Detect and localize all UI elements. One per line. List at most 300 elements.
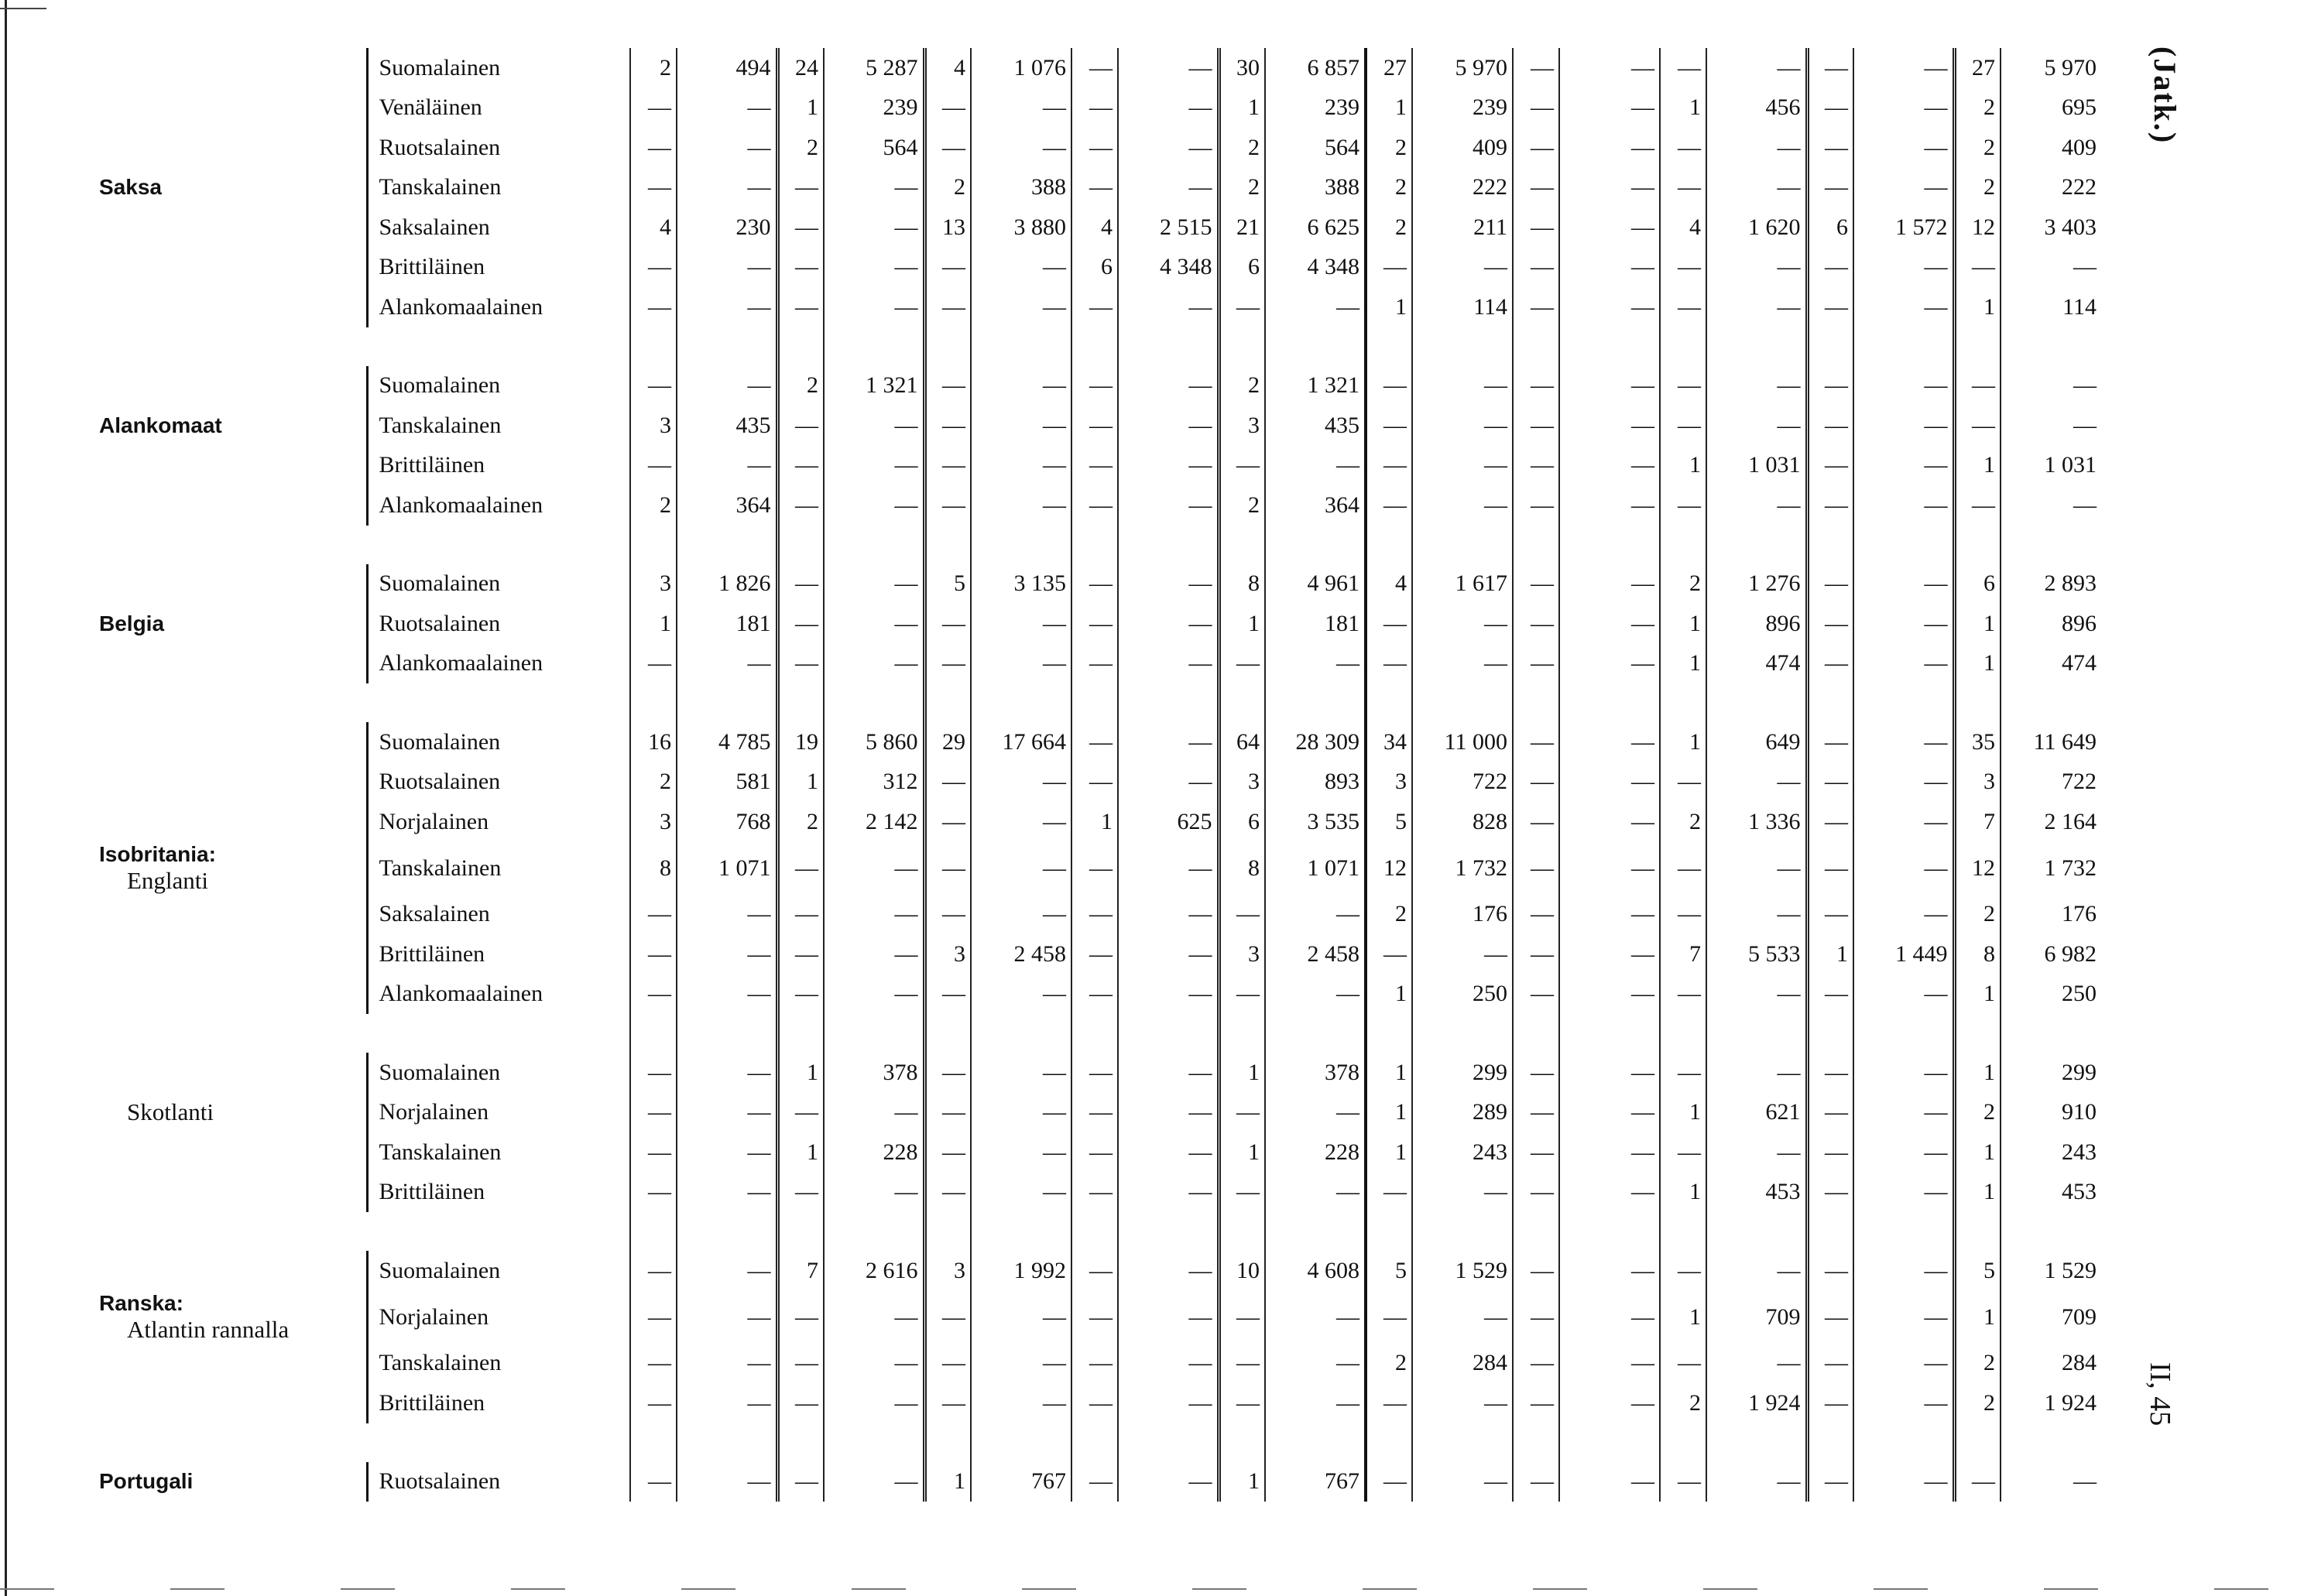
count-cell: — <box>1366 485 1412 526</box>
count-cell: 1 <box>1660 644 1706 684</box>
tonnage-cell: — <box>824 446 924 486</box>
scan-edge-top <box>0 8 46 9</box>
count-cell: — <box>1660 128 1706 168</box>
flag-nationality-cell: Suomalainen <box>367 48 630 88</box>
tonnage-cell: — <box>971 406 1071 446</box>
tonnage-cell: — <box>1118 446 1219 486</box>
count-cell: 1 <box>1954 604 2001 644</box>
count-cell: — <box>1807 1462 1853 1502</box>
count-cell: 1 <box>1954 1173 2001 1213</box>
count-cell: — <box>777 207 824 248</box>
table-row <box>99 287 2101 327</box>
count-cell: — <box>1954 1462 2001 1502</box>
tonnage-cell: 5 287 <box>824 48 924 88</box>
tonnage-cell: — <box>677 1291 777 1344</box>
count-cell: 64 <box>1219 722 1265 762</box>
count-cell: — <box>1219 1291 1265 1344</box>
tonnage-cell: — <box>677 895 777 935</box>
table-row <box>99 207 2101 248</box>
tonnage-cell: — <box>1265 1344 1366 1384</box>
count-cell: — <box>777 1093 824 1133</box>
count-cell: 3 <box>630 564 677 604</box>
tonnage-cell: — <box>677 1093 777 1133</box>
count-cell: — <box>630 974 677 1015</box>
country-cell <box>99 564 367 604</box>
tonnage-cell: — <box>1265 974 1366 1015</box>
tonnage-cell: 409 <box>2001 128 2101 168</box>
tonnage-cell: — <box>824 644 924 684</box>
count-cell: 2 <box>1219 128 1265 168</box>
country-name: Saksa <box>99 175 162 200</box>
flag-nationality-cell: Brittiläinen <box>367 1383 630 1423</box>
table-row <box>99 1344 2101 1384</box>
count-cell: — <box>630 934 677 974</box>
tonnage-cell: 6 982 <box>2001 934 2101 974</box>
count-cell: 2 <box>924 168 971 208</box>
count-cell: — <box>1366 1383 1412 1423</box>
count-cell: — <box>924 802 971 842</box>
tonnage-cell: — <box>1706 1462 1807 1502</box>
tonnage-cell: — <box>1118 1132 1219 1173</box>
tonnage-cell: — <box>824 974 924 1015</box>
count-cell: — <box>1071 722 1118 762</box>
country-cell <box>99 1383 367 1423</box>
count-cell: — <box>1513 1251 1559 1291</box>
tonnage-cell: 6 857 <box>1265 48 1366 88</box>
tonnage-cell: 243 <box>1412 1132 1513 1173</box>
tonnage-cell: — <box>1118 168 1219 208</box>
count-cell: — <box>1071 88 1118 128</box>
count-cell: — <box>924 248 971 288</box>
tonnage-cell: — <box>677 1173 777 1213</box>
count-cell: 3 <box>924 1251 971 1291</box>
group-spacer <box>99 683 2101 722</box>
flag-nationality-cell: Suomalainen <box>367 1251 630 1291</box>
count-cell: — <box>777 1173 824 1213</box>
tonnage-cell: — <box>677 1462 777 1502</box>
country-cell <box>99 895 367 935</box>
count-cell: — <box>1660 287 1706 327</box>
count-cell: — <box>1513 207 1559 248</box>
tonnage-cell: — <box>1706 1344 1807 1384</box>
count-cell: 2 <box>1366 895 1412 935</box>
flag-nationality-cell: Tanskalainen <box>367 842 630 895</box>
table-row <box>99 974 2101 1015</box>
tonnage-cell: — <box>1853 802 1954 842</box>
tonnage-cell: 1 076 <box>971 48 1071 88</box>
count-cell: — <box>924 1291 971 1344</box>
tonnage-cell: — <box>1853 564 1954 604</box>
tonnage-cell: 1 031 <box>2001 446 2101 486</box>
tonnage-cell: — <box>1559 207 1660 248</box>
tonnage-cell: — <box>2001 1462 2101 1502</box>
tonnage-cell: — <box>1706 1053 1807 1093</box>
tonnage-cell: — <box>677 1344 777 1384</box>
count-cell: — <box>1807 974 1853 1015</box>
count-cell: — <box>1807 564 1853 604</box>
tonnage-cell: — <box>1118 128 1219 168</box>
count-cell: 2 <box>1366 1344 1412 1384</box>
tonnage-cell: — <box>1118 722 1219 762</box>
tonnage-cell: — <box>1118 287 1219 327</box>
flag-nationality-cell: Saksalainen <box>367 207 630 248</box>
tonnage-cell: 910 <box>2001 1093 2101 1133</box>
tonnage-cell: 1 572 <box>1853 207 1954 248</box>
tonnage-cell: 435 <box>1265 406 1366 446</box>
tonnage-cell: — <box>1853 604 1954 644</box>
tonnage-cell: 564 <box>824 128 924 168</box>
count-cell: — <box>924 895 971 935</box>
tonnage-cell: — <box>971 88 1071 128</box>
scan-edge-left <box>5 0 7 1596</box>
country-cell <box>99 644 367 684</box>
tonnage-cell: — <box>971 644 1071 684</box>
tonnage-cell: — <box>1559 128 1660 168</box>
tonnage-cell: 1 276 <box>1706 564 1807 604</box>
flag-nationality-cell: Suomalainen <box>367 366 630 406</box>
tonnage-cell: — <box>971 842 1071 895</box>
table-row <box>99 1173 2101 1213</box>
tonnage-cell: — <box>1118 934 1219 974</box>
continuation-label: (Jatk.) <box>2148 46 2182 145</box>
count-cell: 6 <box>1219 802 1265 842</box>
tonnage-cell: — <box>677 974 777 1015</box>
tonnage-cell: — <box>1853 974 1954 1015</box>
tonnage-cell: 239 <box>1265 88 1366 128</box>
tonnage-cell: 1 732 <box>1412 842 1513 895</box>
tonnage-cell: 364 <box>677 485 777 526</box>
count-cell: 3 <box>630 802 677 842</box>
tonnage-cell: — <box>1559 287 1660 327</box>
flag-nationality-cell: Alankomaalainen <box>367 485 630 526</box>
count-cell: — <box>924 88 971 128</box>
country-cell <box>99 722 367 762</box>
tonnage-cell: 4 608 <box>1265 1251 1366 1291</box>
tonnage-cell: — <box>824 1291 924 1344</box>
tonnage-cell: — <box>1118 1251 1219 1291</box>
country-cell <box>99 1291 367 1344</box>
count-cell: 4 <box>630 207 677 248</box>
tonnage-cell: — <box>971 1344 1071 1384</box>
tonnage-cell: — <box>1559 1344 1660 1384</box>
country-cell <box>99 1344 367 1384</box>
tonnage-cell: 3 535 <box>1265 802 1366 842</box>
flag-nationality-cell: Saksalainen <box>367 895 630 935</box>
count-cell: — <box>630 644 677 684</box>
count-cell: — <box>1071 604 1118 644</box>
count-cell: 13 <box>924 207 971 248</box>
count-cell: — <box>924 406 971 446</box>
count-cell: — <box>630 1291 677 1344</box>
country-name: Ranska: <box>99 1290 183 1315</box>
tonnage-cell: 250 <box>1412 974 1513 1015</box>
count-cell: 2 <box>1660 802 1706 842</box>
count-cell: — <box>777 644 824 684</box>
flag-nationality-cell: Ruotsalainen <box>367 604 630 644</box>
count-cell: — <box>1807 842 1853 895</box>
tonnage-cell: 289 <box>1412 1093 1513 1133</box>
tonnage-cell: — <box>677 1383 777 1423</box>
country-cell <box>99 366 367 406</box>
count-cell: — <box>1807 1344 1853 1384</box>
tonnage-cell: — <box>1706 1132 1807 1173</box>
table-row <box>99 895 2101 935</box>
tonnage-cell: — <box>824 895 924 935</box>
tonnage-cell: 1 992 <box>971 1251 1071 1291</box>
count-cell: 1 <box>1366 1053 1412 1093</box>
count-cell: — <box>1071 168 1118 208</box>
count-cell: 6 <box>1071 248 1118 288</box>
count-cell: — <box>630 168 677 208</box>
count-cell: — <box>1071 128 1118 168</box>
count-cell: 5 <box>1366 1251 1412 1291</box>
tonnage-cell: — <box>1118 762 1219 803</box>
count-cell: 35 <box>1954 722 2001 762</box>
tonnage-cell: — <box>1559 446 1660 486</box>
count-cell: 4 <box>1660 207 1706 248</box>
tonnage-cell: 299 <box>1412 1053 1513 1093</box>
country-cell <box>99 48 367 88</box>
count-cell: 1 <box>1366 1132 1412 1173</box>
tonnage-cell: — <box>971 1173 1071 1213</box>
count-cell: — <box>924 1093 971 1133</box>
count-cell: — <box>1660 1053 1706 1093</box>
tonnage-cell: 181 <box>677 604 777 644</box>
count-cell: 1 <box>1954 1132 2001 1173</box>
tonnage-cell: — <box>2001 406 2101 446</box>
tonnage-cell: 1 924 <box>2001 1383 2101 1423</box>
count-cell: 1 <box>1807 934 1853 974</box>
tonnage-cell: 1 826 <box>677 564 777 604</box>
table-row <box>99 1053 2101 1093</box>
tonnage-cell: — <box>1118 1291 1219 1344</box>
count-cell: 2 <box>1954 1383 2001 1423</box>
count-cell: — <box>1807 168 1853 208</box>
tonnage-cell: 564 <box>1265 128 1366 168</box>
tonnage-cell: 4 785 <box>677 722 777 762</box>
count-cell: — <box>924 1053 971 1093</box>
country-cell <box>99 1132 367 1173</box>
count-cell: 16 <box>630 722 677 762</box>
tonnage-cell: 1 620 <box>1706 207 1807 248</box>
count-cell: — <box>1513 895 1559 935</box>
count-cell: — <box>1660 1344 1706 1384</box>
tonnage-cell: 2 164 <box>2001 802 2101 842</box>
flag-nationality-cell: Suomalainen <box>367 564 630 604</box>
count-cell: 4 <box>1071 207 1118 248</box>
tonnage-cell: 1 529 <box>1412 1251 1513 1291</box>
tonnage-cell: — <box>1853 128 1954 168</box>
tonnage-cell: — <box>824 485 924 526</box>
flag-nationality-cell: Tanskalainen <box>367 406 630 446</box>
count-cell: — <box>1071 485 1118 526</box>
count-cell: — <box>1513 446 1559 486</box>
count-cell: 1 <box>777 1132 824 1173</box>
count-cell: — <box>1807 1093 1853 1133</box>
count-cell: — <box>777 287 824 327</box>
tonnage-cell: — <box>1706 762 1807 803</box>
country-cell <box>99 604 367 644</box>
count-cell: — <box>1071 644 1118 684</box>
tonnage-cell: — <box>1559 974 1660 1015</box>
count-cell: 10 <box>1219 1251 1265 1291</box>
count-cell: — <box>1071 446 1118 486</box>
tonnage-cell: — <box>1118 88 1219 128</box>
tonnage-cell: — <box>971 762 1071 803</box>
tonnage-cell: — <box>1412 1173 1513 1213</box>
count-cell: — <box>924 644 971 684</box>
count-cell: 5 <box>1366 802 1412 842</box>
count-cell: — <box>1366 366 1412 406</box>
count-cell: — <box>1219 1093 1265 1133</box>
count-cell: — <box>1807 128 1853 168</box>
count-cell: — <box>1660 1132 1706 1173</box>
tonnage-cell: — <box>971 446 1071 486</box>
country-name: Belgia <box>99 611 165 635</box>
tonnage-cell: 474 <box>2001 644 2101 684</box>
table-row <box>99 802 2101 842</box>
count-cell: 2 <box>630 762 677 803</box>
table-row <box>99 128 2101 168</box>
tonnage-cell: — <box>971 287 1071 327</box>
tonnage-cell: — <box>971 1291 1071 1344</box>
count-cell: — <box>1219 1344 1265 1384</box>
country-cell <box>99 446 367 486</box>
count-cell: — <box>1071 564 1118 604</box>
count-cell: — <box>777 974 824 1015</box>
tonnage-cell: — <box>824 1383 924 1423</box>
tonnage-cell: 1 321 <box>824 366 924 406</box>
count-cell: 8 <box>1219 564 1265 604</box>
table-row <box>99 842 2101 895</box>
count-cell: — <box>777 248 824 288</box>
count-cell: — <box>1219 446 1265 486</box>
count-cell: — <box>1219 1383 1265 1423</box>
tonnage-cell: — <box>677 168 777 208</box>
count-cell: — <box>924 974 971 1015</box>
count-cell: — <box>630 248 677 288</box>
tonnage-cell: — <box>1118 1173 1219 1213</box>
count-cell: — <box>777 1291 824 1344</box>
count-cell: — <box>1660 366 1706 406</box>
count-cell: 6 <box>1219 248 1265 288</box>
count-cell: — <box>1071 48 1118 88</box>
count-cell: 1 <box>777 762 824 803</box>
tonnage-cell: — <box>1559 564 1660 604</box>
country-cell <box>99 842 367 895</box>
count-cell: — <box>1807 48 1853 88</box>
count-cell: 1 <box>1366 974 1412 1015</box>
tonnage-cell: — <box>824 287 924 327</box>
tonnage-cell: — <box>1853 762 1954 803</box>
tonnage-cell: — <box>1559 1462 1660 1502</box>
tonnage-cell: — <box>1118 1344 1219 1384</box>
tonnage-cell: 2 458 <box>1265 934 1366 974</box>
count-cell: — <box>1366 248 1412 288</box>
tonnage-cell: 284 <box>1412 1344 1513 1384</box>
count-cell: 2 <box>777 366 824 406</box>
count-cell: 27 <box>1954 48 2001 88</box>
tonnage-cell: — <box>1118 406 1219 446</box>
count-cell: 1 <box>1366 88 1412 128</box>
count-cell: 24 <box>777 48 824 88</box>
count-cell: 2 <box>1219 485 1265 526</box>
count-cell: — <box>1071 406 1118 446</box>
count-cell: — <box>777 895 824 935</box>
count-cell: 1 <box>777 1053 824 1093</box>
count-cell: — <box>1366 604 1412 644</box>
tonnage-cell: — <box>677 1132 777 1173</box>
tonnage-cell: — <box>1853 644 1954 684</box>
count-cell: 21 <box>1219 207 1265 248</box>
count-cell: — <box>630 1093 677 1133</box>
tonnage-cell: — <box>1412 604 1513 644</box>
count-cell: — <box>1807 802 1853 842</box>
tonnage-cell: 4 348 <box>1118 248 1219 288</box>
count-cell: — <box>924 1344 971 1384</box>
count-cell: — <box>630 1383 677 1423</box>
tonnage-cell: — <box>1853 168 1954 208</box>
count-cell: 3 <box>630 406 677 446</box>
flag-nationality-cell: Suomalainen <box>367 1053 630 1093</box>
count-cell: — <box>630 1462 677 1502</box>
tonnage-cell: — <box>1853 248 1954 288</box>
tonnage-cell: — <box>1412 1383 1513 1423</box>
tonnage-cell: — <box>1853 722 1954 762</box>
tonnage-cell: — <box>1118 842 1219 895</box>
count-cell: 1 <box>1219 1132 1265 1173</box>
count-cell: 1 <box>1219 604 1265 644</box>
count-cell: — <box>1954 366 2001 406</box>
count-cell: — <box>1071 842 1118 895</box>
tonnage-cell: — <box>971 802 1071 842</box>
count-cell: — <box>1366 446 1412 486</box>
count-cell: 2 <box>1954 128 2001 168</box>
count-cell: — <box>1660 842 1706 895</box>
tonnage-cell: — <box>1559 802 1660 842</box>
tonnage-cell: 11 649 <box>2001 722 2101 762</box>
tonnage-cell: — <box>971 974 1071 1015</box>
tonnage-cell: — <box>971 366 1071 406</box>
count-cell: 7 <box>1660 934 1706 974</box>
count-cell: 2 <box>1366 128 1412 168</box>
count-cell: — <box>924 128 971 168</box>
count-cell: — <box>1660 485 1706 526</box>
tonnage-cell: 2 893 <box>2001 564 2101 604</box>
tonnage-cell: — <box>1559 644 1660 684</box>
count-cell: — <box>1807 1173 1853 1213</box>
count-cell: — <box>1660 762 1706 803</box>
country-cell <box>99 1053 367 1093</box>
tonnage-cell: — <box>1706 48 1807 88</box>
count-cell: 6 <box>1954 564 2001 604</box>
tonnage-cell: 695 <box>2001 88 2101 128</box>
count-cell: — <box>1807 366 1853 406</box>
count-cell: 3 <box>1219 934 1265 974</box>
shipping-statistics-table <box>99 48 2101 1502</box>
count-cell: — <box>1513 485 1559 526</box>
count-cell: — <box>1071 366 1118 406</box>
tonnage-cell: — <box>1559 88 1660 128</box>
count-cell: — <box>777 168 824 208</box>
tonnage-cell: — <box>1559 934 1660 974</box>
table-row <box>99 1291 2101 1344</box>
country-cell <box>99 762 367 803</box>
tonnage-cell: — <box>1559 895 1660 935</box>
table-row <box>99 644 2101 684</box>
table-row <box>99 48 2101 88</box>
table-row <box>99 1462 2101 1502</box>
